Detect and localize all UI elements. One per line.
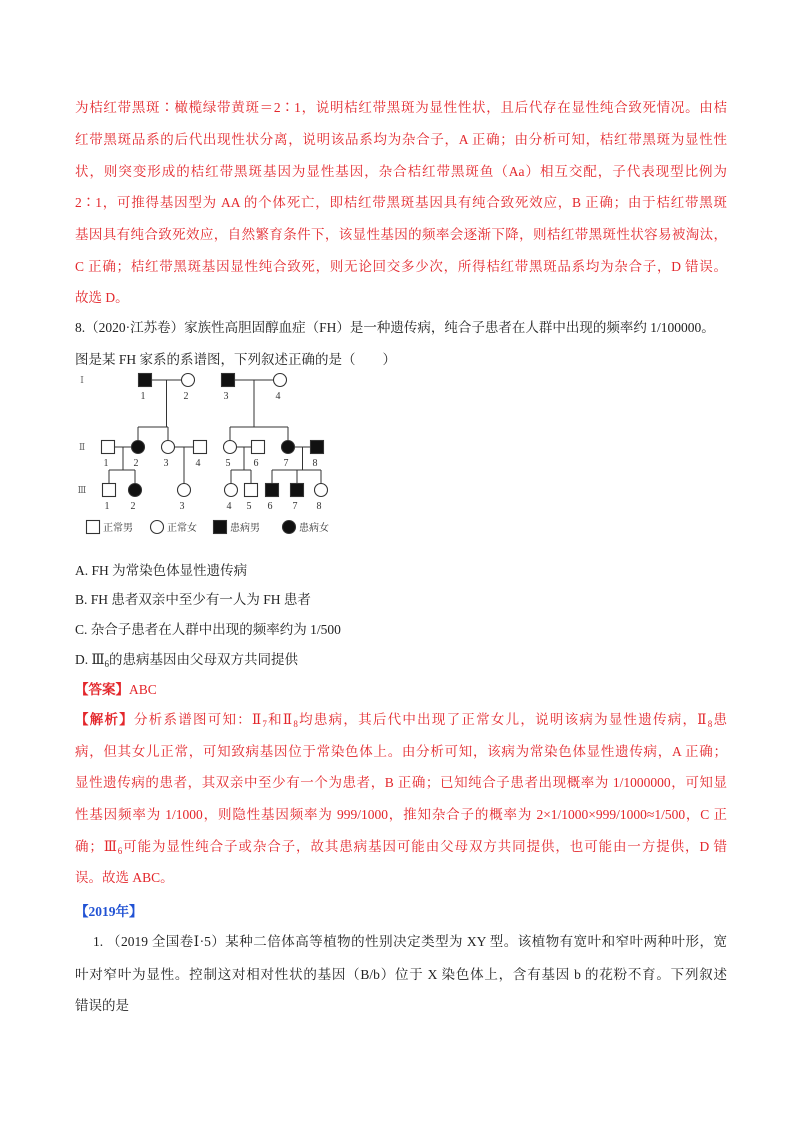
- analysis-subscript: 6: [117, 846, 123, 856]
- pedigree-individual-number: 4: [195, 458, 201, 469]
- pedigree-individual-II5: [224, 441, 237, 454]
- prev-answer-line: 红带黑斑品系的后代出现性状分离，说明该品系均为杂合子，A 正确；由分析可知，桔红带黑斑为显性性: [75, 132, 727, 147]
- generation-label: Ⅰ: [80, 375, 84, 385]
- pedigree-individual-II8: [311, 441, 324, 454]
- legend-symbol-female-normal: [151, 521, 164, 534]
- prev-answer-line: C 正确；桔红带黑斑基因显性纯合致死，则无论回交多少次，所得桔红带黑斑品系均为杂合子，D 错误。: [75, 259, 727, 274]
- analysis-line: 性基因频率为 1/1000，则隐性基因频率为 999/1000，推知杂合子的概率为 2×1/1000×999/1000≈1/500，C 正: [75, 807, 727, 822]
- legend-label: 正常男: [103, 523, 133, 534]
- analysis-line: 显性遗传病的患者，其双亲中至少有一个为患者，B 正确；已知纯合子患者出现概率为 1/1000000，可知显: [75, 775, 727, 790]
- pedigree-individual-number: 1: [103, 458, 109, 469]
- analysis-subscript: 7: [262, 719, 267, 729]
- answer-label: 【答案】: [75, 682, 129, 697]
- generation-label: Ⅱ: [78, 442, 86, 452]
- answer-line: [75, 680, 727, 700]
- analysis-line: [75, 710, 727, 730]
- question-1-stem-line: 1. （2019 全国卷Ⅰ·5）某种二倍体高等植物的性别决定类型为 XY 型。该植物有宽叶和窄叶两种叶形，宽: [93, 934, 727, 949]
- question-8-stem-line: 8.（2020·江苏卷）家族性高胆固醇血症（FH）是一种遗传病，纯合子患者在人群中出现的频率约 1/100000。: [75, 320, 715, 335]
- pedigree-individual-III4: [225, 484, 238, 497]
- pedigree-individual-number: 8: [316, 501, 322, 512]
- prev-answer-line: 2∶1，可推得基因型为 AA 的个体死亡，即桔红带黑斑基因具有纯合致死效应，B 正确；由于桔红带黑斑: [75, 195, 727, 210]
- prev-answer-line: 为桔红带黑斑∶橄榄绿带黄斑＝2∶1，说明桔红带黑斑为显性性状，且后代存在显性纯合致死情况。由桔: [75, 100, 727, 115]
- pedigree-individual-III8: [315, 484, 328, 497]
- pedigree-individual-number: 7: [292, 501, 298, 512]
- analysis-text: 和Ⅱ: [266, 712, 294, 727]
- pedigree-individual-number: 2: [130, 501, 136, 512]
- pedigree-individual-I3: [222, 374, 235, 387]
- pedigree-chart: [75, 362, 340, 544]
- prev-answer-line: 故选 D。: [75, 290, 129, 305]
- pedigree-individual-III6: [266, 484, 279, 497]
- analysis-text: 均患病，其后代中出现了正常女儿，说明该病为显性遗传病，Ⅱ: [297, 712, 708, 727]
- prev-answer-line: 状，则突变形成的桔红带黑斑基因为显性基因，杂合桔红带黑斑鱼（Aa）相互交配，子代表现型比例为: [75, 164, 727, 179]
- pedigree-individual-number: 7: [283, 458, 289, 469]
- legend-symbol-male-affected: [214, 521, 227, 534]
- analysis-text: 分析系谱图可知：Ⅱ: [134, 712, 263, 727]
- legend-label: 正常女: [167, 523, 197, 534]
- pedigree-individual-II1: [102, 441, 115, 454]
- legend-label: 患病女: [299, 523, 329, 534]
- pedigree-individual-number: 1: [104, 501, 110, 512]
- pedigree-individual-number: 4: [226, 501, 232, 512]
- pedigree-individual-number: 2: [133, 458, 139, 469]
- generation-label: Ⅲ: [77, 485, 87, 495]
- pedigree-individual-number: 6: [267, 501, 273, 512]
- legend-symbol-male-normal: [87, 521, 100, 534]
- pedigree-individual-II2: [132, 441, 145, 454]
- option-d-text: 的患病基因由父母双方共同提供: [109, 652, 299, 667]
- legend-label: 患病男: [230, 523, 260, 534]
- question-8-stem-line: 图是某 FH 家系的系谱图，下列叙述正确的是（ ）: [75, 352, 397, 367]
- pedigree-individual-III7: [291, 484, 304, 497]
- pedigree-individual-III2: [129, 484, 142, 497]
- analysis-label: 【解析】: [75, 712, 134, 727]
- pedigree-individual-II7: [282, 441, 295, 454]
- pedigree-individual-I1: [139, 374, 152, 387]
- pedigree-individual-number: 8: [312, 458, 318, 469]
- pedigree-individual-I4: [274, 374, 287, 387]
- pedigree-individual-II6: [252, 441, 265, 454]
- option-a: A. FH 为常染色体显性遗传病: [75, 563, 248, 578]
- analysis-text: 可能为显性纯合子或杂合子，故其患病基因可能由父母双方共同提供，也可能由一方提供，D 错: [122, 839, 727, 854]
- option-d-text: D. Ⅲ: [75, 652, 105, 667]
- prev-answer-line: 基因具有纯合致死效应，自然繁育条件下，该显性基因的频率会逐渐下降，则桔红带黑斑性状容易被淘汰，: [75, 227, 727, 242]
- option-b: B. FH 患者双亲中至少有一人为 FH 患者: [75, 592, 311, 607]
- analysis-subscript: 8: [293, 719, 298, 729]
- pedigree-individual-II4: [194, 441, 207, 454]
- pedigree-individual-number: 6: [253, 458, 259, 469]
- question-1-stem-line: 叶对窄叶为显性。控制这对相对性状的基因（B/b）位于 X 染色体上，含有基因 b 的花粉不育。下列叙述: [75, 967, 727, 982]
- pedigree-individual-II3: [162, 441, 175, 454]
- pedigree-individual-I2: [182, 374, 195, 387]
- legend-symbol-female-affected: [283, 521, 296, 534]
- pedigree-individual-number: 3: [163, 458, 169, 469]
- pedigree-individual-number: 1: [140, 391, 146, 402]
- analysis-line: 误。故选 ABC。: [75, 870, 174, 885]
- analysis-line: 病，但其女儿正常，可知致病基因位于常染色体上。由分析可知，该病为常染色体显性遗传病，A 正确；: [75, 744, 727, 759]
- pedigree-individual-III5: [245, 484, 258, 497]
- answer-value: ABC: [129, 682, 157, 697]
- analysis-text: 确；Ⅲ: [75, 839, 118, 854]
- option-d: [75, 650, 727, 670]
- analysis-subscript: 8: [707, 719, 713, 729]
- section-heading-2019: 【2019年】: [75, 904, 143, 919]
- analysis-line: [75, 837, 727, 857]
- pedigree-individual-number: 3: [179, 501, 185, 512]
- pedigree-individual-III3: [178, 484, 191, 497]
- option-d-subscript: 6: [104, 659, 110, 669]
- pedigree-individual-III1: [103, 484, 116, 497]
- question-1-stem-line: 错误的是: [75, 998, 129, 1013]
- analysis-text: 患: [712, 712, 727, 727]
- pedigree-individual-number: 2: [183, 391, 189, 402]
- option-c: C. 杂合子患者在人群中出现的频率约为 1/500: [75, 622, 341, 637]
- pedigree-individual-number: 5: [246, 501, 252, 512]
- pedigree-individual-number: 5: [225, 458, 231, 469]
- pedigree-individual-number: 3: [223, 391, 229, 402]
- pedigree-individual-number: 4: [275, 391, 281, 402]
